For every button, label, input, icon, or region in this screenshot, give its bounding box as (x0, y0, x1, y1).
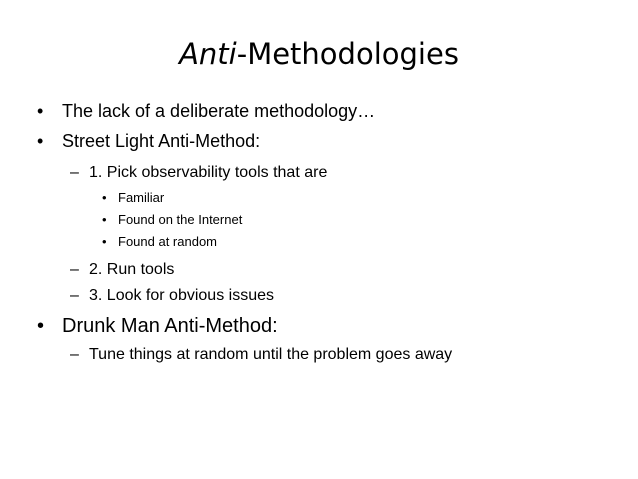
bullet-marker: • (37, 131, 44, 151)
title-italic-part: Anti (179, 37, 237, 71)
bullet-marker: • (102, 234, 107, 249)
title-rest-part: -Methodologies (236, 37, 459, 71)
bullet-item (37, 100, 375, 122)
sub-bullet-item (70, 163, 327, 183)
bullet-text: Street Light Anti-Method: (62, 131, 261, 151)
dash-marker: – (70, 164, 79, 181)
bullet-marker: • (102, 212, 107, 227)
sub-sub-bullet-item (102, 189, 164, 206)
sub-sub-bullet-item (102, 233, 217, 250)
sub-bullet-text: Tune things at random until the problem goes away (89, 346, 453, 363)
dash-marker: – (70, 346, 79, 363)
bullet-marker: • (102, 190, 107, 205)
bullet-item (37, 314, 278, 338)
sub-bullet-item (70, 286, 274, 306)
sub-bullet-text: 3. Look for obvious issues (89, 287, 274, 304)
dash-marker: – (70, 261, 79, 278)
sub-bullet-text: 1. Pick observability tools that are (89, 164, 328, 181)
sub-bullet-item (70, 345, 452, 365)
sub-sub-bullet-item (102, 211, 242, 228)
sub-sub-bullet-text: Found at random (118, 234, 218, 249)
bullet-marker: • (37, 101, 44, 121)
sub-sub-bullet-text: Found on the Internet (118, 212, 243, 227)
bullet-text: Drunk Man Anti-Method: (62, 315, 278, 337)
sub-bullet-text: 2. Run tools (89, 261, 175, 278)
sub-bullet-item (70, 260, 174, 280)
bullet-item (37, 130, 260, 152)
bullet-marker: • (37, 315, 45, 337)
dash-marker: – (70, 287, 79, 304)
bullet-text: The lack of a deliberate methodology… (62, 101, 376, 121)
slide-title (0, 36, 638, 72)
sub-sub-bullet-text: Familiar (118, 190, 165, 205)
